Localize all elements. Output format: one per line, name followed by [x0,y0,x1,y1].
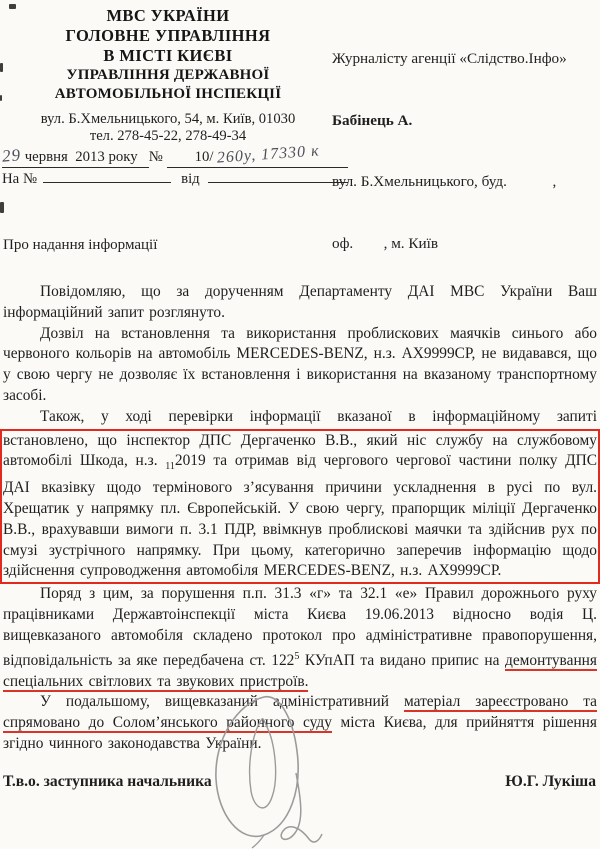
letterhead [0,6,336,189]
body-paragraph: Дозвіл на встановлення та використання проблискових маячків синього або червоного кольорів на автомобіль MERCEDES-BENZ, н.з. АХ9999СР, не видавався, що у свою чергу не дозволяє їх встановлення і використання на вказаному транспортному засобі. [3,324,597,404]
text-segment: У подальшому, вищевказаний адміністративний [40,693,405,711]
recipient-street: вул. Б.Хмельницького, буд. , [332,173,557,190]
ref-number-blank [43,169,171,183]
number-label: № [148,149,167,165]
text-segment: встановлено, що інспектор ДПС Дергаченко В.В., який ніс службу на службовому автомобілі Шкода, н.з. [3,431,597,470]
date-and-number-row [1,142,348,168]
body-paragraph [3,584,597,692]
signer-position: Т.в.о. заступника начальника [3,773,212,790]
handwritten-number: 260у, 17330 к [216,142,321,167]
date-field [2,146,149,168]
org-name-line: ГОЛОВНЕ УПРАВЛІННЯ [65,26,271,45]
org-name-line: УПРАВЛІННЯ ДЕРЖАВНОЇ [66,67,270,83]
body-paragraph-intro: Також, у ході перевірки інформації вказаної в інформаційному запиті [40,407,597,425]
scan-artifact [0,202,4,213]
org-name-line: АВТОМОБІЛЬНОЇ ІНСПЕКЦІЇ [54,86,282,102]
ref-from-label: від [181,171,200,187]
text-segment: 2019 та отримав від чергового чергової частини полку ДПС ДАІ вказівку щодо термінового з’ясування причини ускладнення в русі по вул. Хрещатик у напрямку пл. Європейській. У свою чергу, прапорщик міліції Дергаченко В.В., врахувавши вимоги п. 3.1 ПДР, ввімкнув проблискові маячки та здійснив рух по смузі зустрічного напрямку. При цьому, категорично заперечив інформацію щодо здійснення супроводження автомобіля MERCEDES-BENZ, н.з. АХ9999СР. [3,452,597,580]
recipient-name: Бабінець А. [332,111,413,129]
handwritten-day: 29 [1,145,22,166]
red-underlined-text: матеріал зареєстровано та спрямовано до Солом’янського районного суду [3,693,597,732]
ref-date-blank [208,169,348,183]
text-segment: міста Києва, для прийняття рішення згідно чинного законодавства України. [3,714,597,752]
ref-label: На № [2,171,38,187]
red-underlined-text: демонтування спеціальних світлових та звукових пристроїв. [3,651,597,690]
signature-row [0,773,600,791]
org-address: вул. Б.Хмельницького, 54, м. Київ, 01030 [40,111,296,127]
recipient-office: оф. , м. Київ [332,234,439,252]
org-name-line: В МІСТІ КИЄВІ [103,46,233,65]
org-name-line: МВС УКРАЇНИ [106,6,230,25]
date-typed: червня 2013 року [21,149,149,165]
red-highlight-box [0,429,600,585]
recipient-role: Журналісту агенції «Слідство.Інфо» [332,50,567,67]
handwritten-signature [200,693,332,849]
outgoing-number-field [167,142,348,168]
subject-line: Про надання інформації [3,237,158,253]
article-superscript: 5 [294,650,300,662]
org-phone: тел. 278-45-22, 278-49-34 [89,128,247,144]
letter-body [0,236,600,755]
reference-row [2,169,348,189]
text-segment: Поряд з цим, за порушення п.п. 31.3 «г» та 32.1 «е» Правил дорожнього руху працівниками Державтоінспекції міста Києва 19.06.2013 відносно водія Ц. вищевказаного автомобіля складено протокол про адміністративне правопорушення, відповідальність за яке передбачена ст. 122 [3,585,597,669]
highlighted-paragraph [3,431,597,583]
plate-subscript: 11 [165,461,175,473]
number-typed: 10/ [194,149,218,165]
text-segment: КУпАП та видано припис на [299,651,505,669]
signer-name: Ю.Г. Лукіша [505,773,596,790]
body-paragraph: Повідомляю, що за дорученням Департаменту ДАІ МВС України Ваш інформаційний запит розглянуто. [3,283,597,321]
